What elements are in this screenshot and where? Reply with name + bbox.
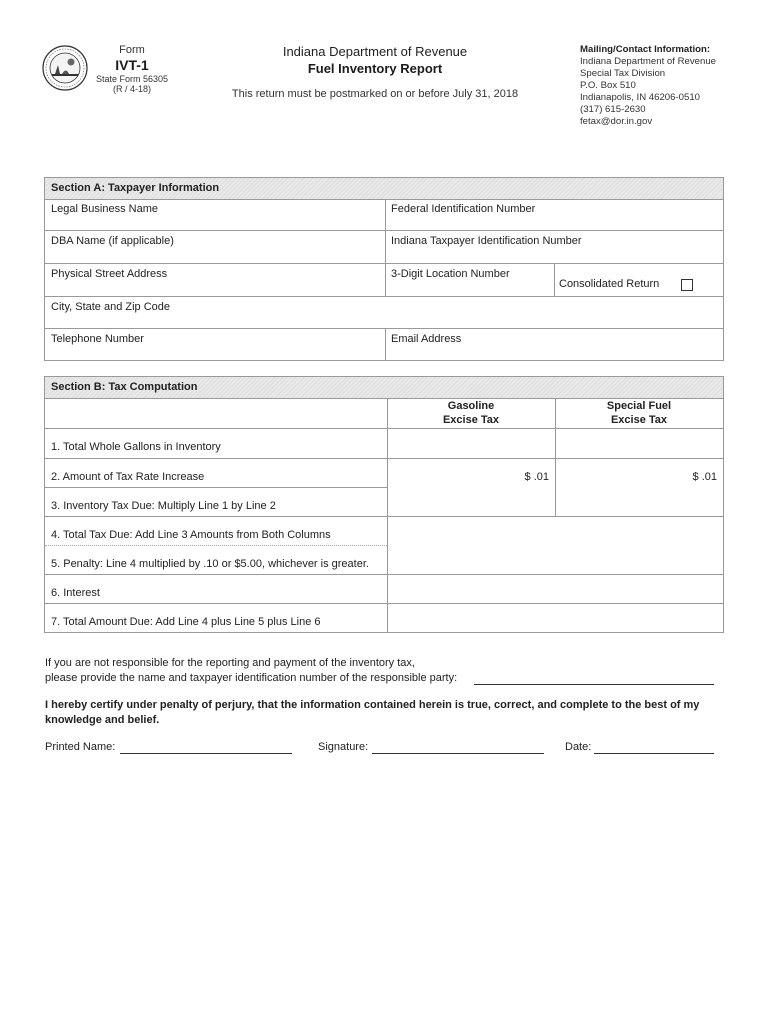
city-state-zip-label: City, State and Zip Code (51, 301, 171, 313)
line-1-gasoline-input[interactable] (388, 429, 554, 457)
line-7-label: 7. Total Amount Due: Add Line 4 plus Line 5 plus Line 6 (51, 616, 321, 628)
consolidated-return-label: Consolidated Return (559, 278, 660, 290)
email-label: Email Address (391, 333, 462, 345)
line-4-label: 4. Total Tax Due: Add Line 3 Amounts from Both Columns (51, 529, 331, 541)
street-address-label: Physical Street Address (51, 268, 168, 280)
mailing-info (580, 44, 750, 128)
page-title: Fuel Inventory Report (307, 61, 443, 76)
federal-id-field[interactable] (385, 199, 723, 230)
section-a-title: Section A: Taxpayer Information (45, 178, 723, 200)
agency-name: Indiana Department of Revenue (282, 44, 468, 59)
line-1-special-fuel-input[interactable] (556, 429, 722, 457)
mailing-line: Indiana Department of Revenue (580, 56, 716, 67)
mailing-line: Special Tax Division (580, 68, 666, 79)
special-header-line2: Excise Tax (610, 414, 668, 426)
special-header-line1: Special Fuel (606, 400, 672, 412)
location-number-field[interactable] (385, 264, 554, 296)
signature-input[interactable] (372, 753, 544, 754)
line-3-special-fuel-input[interactable] (556, 488, 722, 515)
responsible-party-line1: If you are not responsible for the reporting and payment of the inventory tax, (45, 657, 415, 669)
legal-business-name-field[interactable] (45, 199, 385, 230)
form-label: Form (119, 44, 145, 56)
line-3-gasoline-input[interactable] (388, 488, 554, 515)
section-b-tax-computation (44, 376, 724, 633)
title-block (230, 44, 520, 100)
legal-business-name-label: Legal Business Name (51, 203, 159, 215)
form-id-block (92, 44, 172, 95)
date-label: Date: (565, 741, 592, 753)
street-address-field[interactable] (45, 264, 385, 296)
section-a-taxpayer-information (44, 177, 724, 361)
telephone-label: Telephone Number (51, 333, 144, 345)
printed-name-input[interactable] (120, 753, 292, 754)
location-number-label: 3-Digit Location Number (391, 268, 510, 280)
certification-line2: knowledge and belief. (45, 714, 160, 726)
certification-line1: I hereby certify under penalty of perjury, that the information contained herein is true, correct, and complete to the best of my (45, 699, 700, 711)
email-field[interactable] (385, 329, 723, 360)
gasoline-rate-value: $ .01 (524, 471, 549, 483)
responsible-party-input[interactable] (474, 684, 714, 685)
mailing-line: Indianapolis, IN 46206-0510 (580, 92, 701, 103)
mailing-email: fetax@dor.in.gov (580, 116, 653, 127)
consolidated-return-checkbox[interactable] (681, 279, 693, 291)
mailing-line: (317) 615-2630 (580, 104, 646, 115)
mailing-heading: Mailing/Contact Information: (580, 44, 711, 55)
signature-label: Signature: (318, 741, 369, 753)
state-seal-icon (42, 45, 88, 91)
line-2-label: 2. Amount of Tax Rate Increase (51, 471, 205, 483)
gasoline-column-header (387, 399, 555, 427)
section-b-title: Section B: Tax Computation (45, 377, 723, 399)
gasoline-header-line2: Excise Tax (442, 414, 500, 426)
indiana-tid-field[interactable] (385, 231, 723, 263)
form-number: IVT-1 (115, 57, 149, 74)
date-input[interactable] (594, 753, 714, 754)
dba-name-field[interactable] (45, 231, 385, 263)
city-state-zip-field[interactable] (45, 297, 723, 328)
line-7-total-due-input[interactable] (388, 604, 722, 631)
line-1-label: 1. Total Whole Gallons in Inventory (51, 441, 221, 453)
mailing-line: P.O. Box 510 (580, 80, 636, 91)
gasoline-header-line1: Gasoline (447, 400, 495, 412)
printed-name-label: Printed Name: (45, 741, 116, 753)
special-fuel-rate-value: $ .01 (692, 471, 717, 483)
responsible-party-line2: please provide the name and taxpayer identification number of the responsible party: (45, 672, 458, 684)
line-6-label: 6. Interest (51, 587, 100, 599)
indiana-tid-label: Indiana Taxpayer Identification Number (391, 235, 582, 247)
line-3-label: 3. Inventory Tax Due: Multiply Line 1 by Line 2 (51, 500, 276, 512)
dba-name-label: DBA Name (if applicable) (51, 235, 174, 247)
state-form-number: State Form 56305 (95, 73, 169, 84)
telephone-field[interactable] (45, 329, 385, 360)
form-revision: (R / 4-18) (112, 84, 151, 95)
line-5-label: 5. Penalty: Line 4 multiplied by .10 or $5.00, whichever is greater. (51, 558, 369, 570)
special-fuel-column-header (555, 399, 723, 427)
federal-id-label: Federal Identification Number (391, 203, 536, 215)
line-6-interest-input[interactable] (388, 575, 722, 602)
postmark-note: This return must be postmarked on or before July 31, 2018 (231, 88, 519, 100)
line-4-5-total-input[interactable] (388, 517, 722, 573)
